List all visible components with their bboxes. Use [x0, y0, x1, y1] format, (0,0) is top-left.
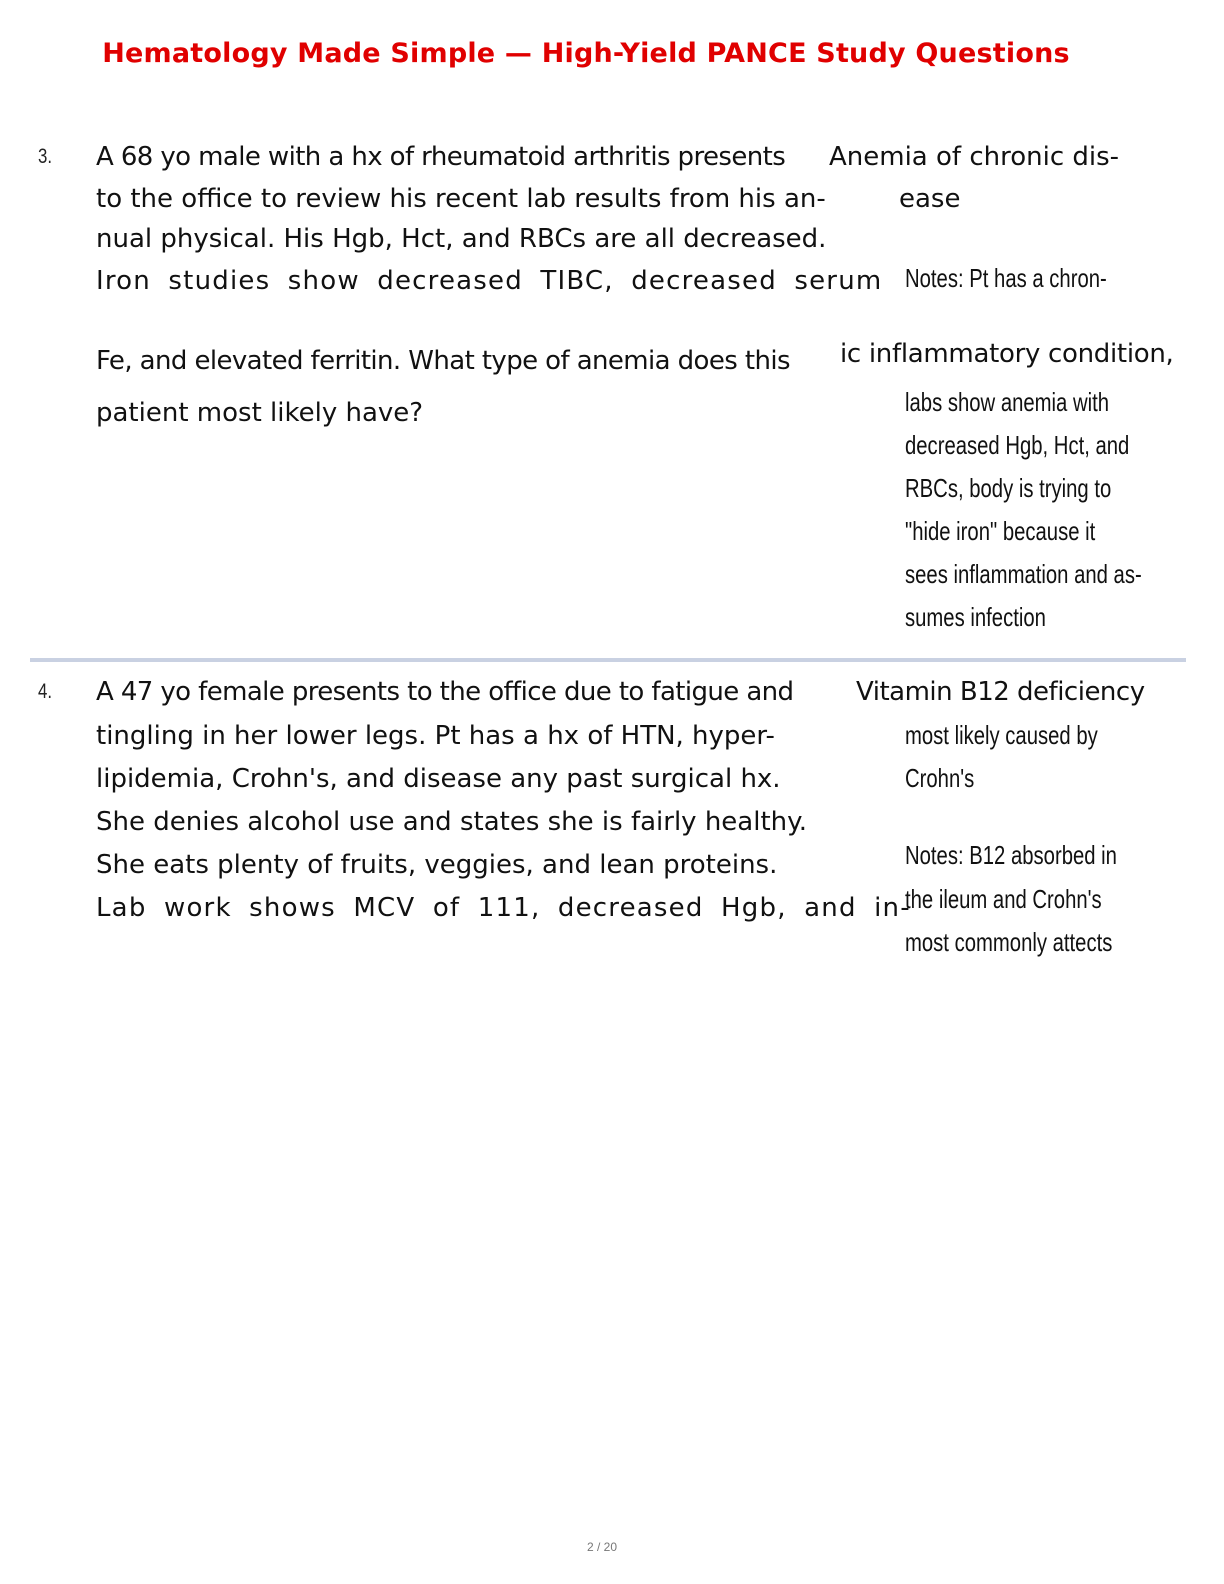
question-line: lipidemia, Crohn's, and disease any past surgical hx. [96, 764, 781, 794]
note-line: "hide iron" because it [905, 516, 1096, 546]
question-number: 4. [38, 680, 53, 703]
question-line: She denies alcohol use and states she is fairly healthy. [96, 807, 808, 837]
note-line: Notes: B12 absorbed in [905, 840, 1117, 870]
answer-line: most likely caused by [905, 720, 1098, 750]
note-line: labs show anemia with [905, 387, 1110, 417]
answer-line: Crohn's [905, 763, 975, 793]
question-line: A 68 yo male with a hx of rheumatoid arthritis presents [96, 142, 786, 172]
note-line: Notes: Pt has a chron- [905, 263, 1107, 293]
answer-line: Anemia of chronic dis- [829, 142, 1120, 172]
note-line: sumes infection [905, 602, 1046, 632]
question-line: Lab work shows MCV of 111, decreased Hgb, and in- [96, 893, 911, 923]
question-line: Fe, and elevated ferritin. What type of anemia does this [96, 346, 790, 376]
note-line: sees inflammation and as- [905, 559, 1142, 589]
note-line: most commonly attects [905, 927, 1113, 957]
answer-line: Vitamin B12 deficiency [856, 677, 1145, 707]
question-line: patient most likely have? [96, 398, 424, 428]
note-line: RBCs, body is trying to [905, 473, 1112, 503]
note-line: the ileum and Crohn's [905, 884, 1102, 914]
page-number: 2 / 20 [586, 1540, 618, 1554]
question-divider [30, 658, 1186, 662]
question-line: to the office to review his recent lab results from his an- [96, 184, 826, 214]
page-title: Hematology Made Simple — High-Yield PANCE Study Questions [102, 38, 1070, 69]
answer-line: ease [899, 184, 961, 214]
question-line: A 47 yo female presents to the office due to fatigue and [96, 677, 794, 707]
question-line: nual physical. His Hgb, Hct, and RBCs are all decreased. [96, 224, 827, 254]
question-line: tingling in her lower legs. Pt has a hx of HTN, hyper- [96, 721, 775, 751]
question-number: 3. [38, 145, 53, 168]
question-line: She eats plenty of fruits, veggies, and lean proteins. [96, 850, 778, 880]
note-line: ic inflammatory condition, [840, 339, 1174, 369]
question-line: Iron studies show decreased TIBC, decreased serum [96, 266, 883, 296]
note-line: decreased Hgb, Hct, and [905, 430, 1130, 460]
